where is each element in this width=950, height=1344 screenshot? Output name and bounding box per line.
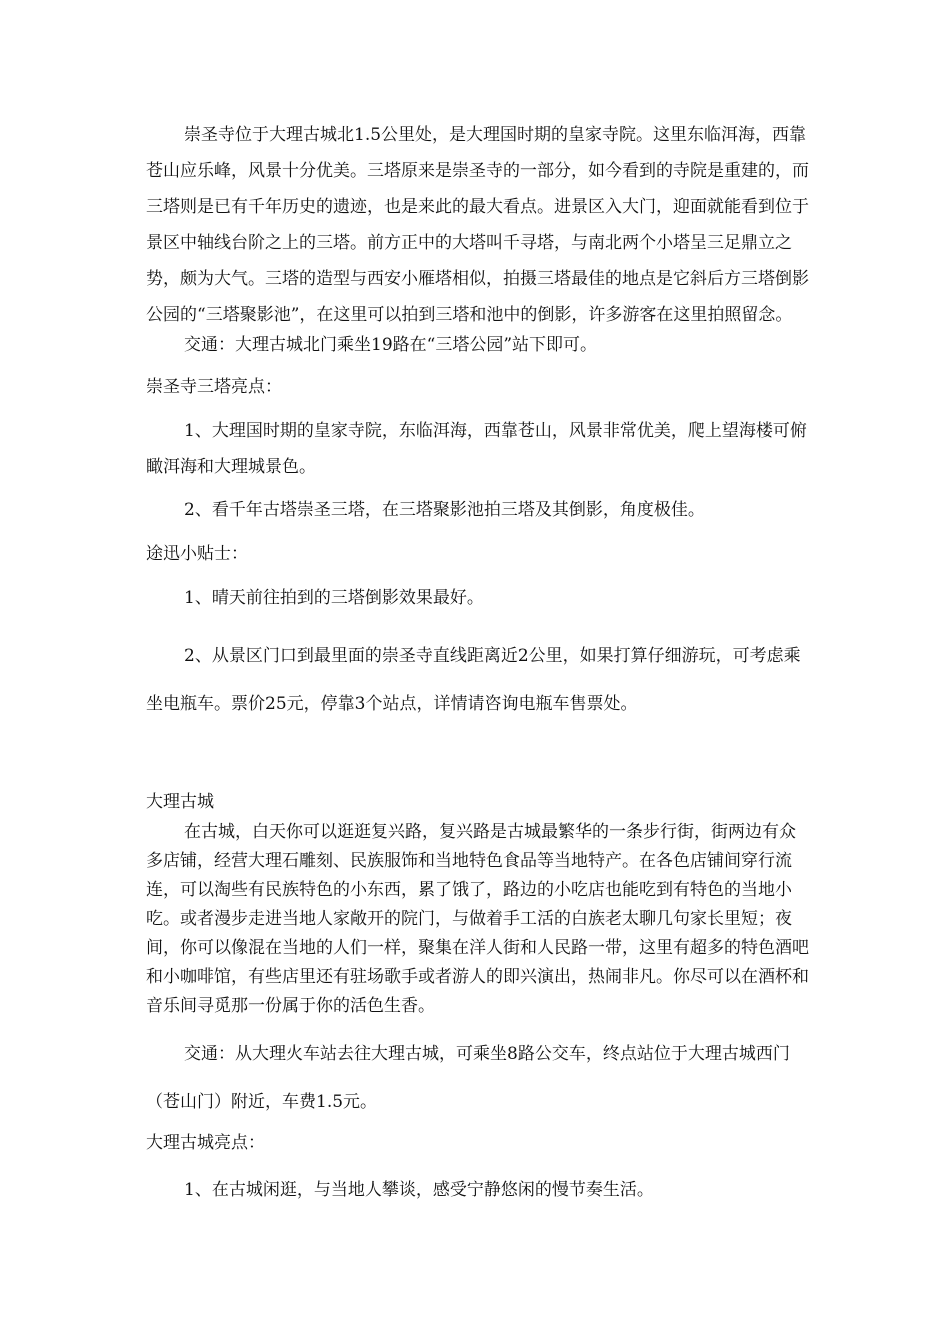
ancient-city-transport-paragraph: 交通：从大理火车站去往大理古城，可乘坐8路公交车，终点站位于大理古城西门（苍山门）附近，车费1.5元。 — [146, 1044, 790, 1112]
chongsheng-highlights-heading: 崇圣寺三塔亮点： — [146, 377, 282, 397]
chongsheng-tip-item-1: 1、晴天前往拍到的三塔倒影效果最好。 — [184, 588, 484, 608]
chongsheng-tips-heading: 途迅小贴士： — [146, 544, 248, 564]
chongsheng-transport-paragraph: 交通：大理古城北门乘坐19路在“三塔公园”站下即可。 — [184, 335, 598, 355]
chongsheng-intro-paragraph: 崇圣寺位于大理古城北1.5公里处，是大理国时期的皇家寺院。这里东临洱海，西靠苍山应乐峰，风景十分优美。三塔原来是崇圣寺的一部分，如今看到的寺院是重建的，而三塔则是已有千年历史的遗迹，也是来此的最大看点。进景区入大门，迎面就能看到位于景区中轴线台阶之上的三塔。前方正中的大塔叫千寻塔，与南北两个小塔呈三足鼎立之势，颇为大气。三塔的造型与西安小雁塔相似，拍摄三塔最佳的地点是它斜后方三塔倒影公园的“三塔聚影池”，在这里可以拍到三塔和池中的倒影，许多游客在这里拍照留念。 — [146, 125, 809, 325]
ancient-city-title: 大理古城 — [146, 792, 214, 812]
chongsheng-highlight-item-2: 2、看千年古塔崇圣三塔，在三塔聚影池拍三塔及其倒影，角度极佳。 — [184, 500, 705, 520]
ancient-city-highlight-item-1: 1、在古城闲逛，与当地人攀谈，感受宁静悠闲的慢节奏生活。 — [184, 1180, 654, 1200]
chongsheng-tip-item-2: 2、从景区门口到最里面的崇圣寺直线距离近2公里，如果打算仔细游玩，可考虑乘坐电瓶车。票价25元，停靠3个站点，详情请咨询电瓶车售票处。 — [146, 646, 801, 714]
ancient-city-highlights-heading: 大理古城亮点： — [146, 1133, 265, 1153]
chongsheng-highlight-item-1: 1、大理国时期的皇家寺院，东临洱海，西靠苍山，风景非常优美，爬上望海楼可俯瞰洱海和大理城景色。 — [146, 421, 807, 477]
ancient-city-intro-paragraph: 在古城，白天你可以逛逛复兴路，复兴路是古城最繁华的一条步行街，街两边有众多店铺，经营大理石雕刻、民族服饰和当地特色食品等当地特产。在各色店铺间穿行流连，可以淘些有民族特色的小东西，累了饿了，路边的小吃店也能吃到有特色的当地小吃。或者漫步走进当地人家敞开的院门，与做着手工活的白族老太聊几句家长里短；夜间，你可以像混在当地的人们一样，聚集在洋人街和人民路一带，这里有超多的特色酒吧和小咖啡馆，有些店里还有驻场歌手或者游人的即兴演出，热闹非凡。你尽可以在酒杯和音乐间寻觅那一份属于你的活色生香。 — [146, 822, 809, 1016]
